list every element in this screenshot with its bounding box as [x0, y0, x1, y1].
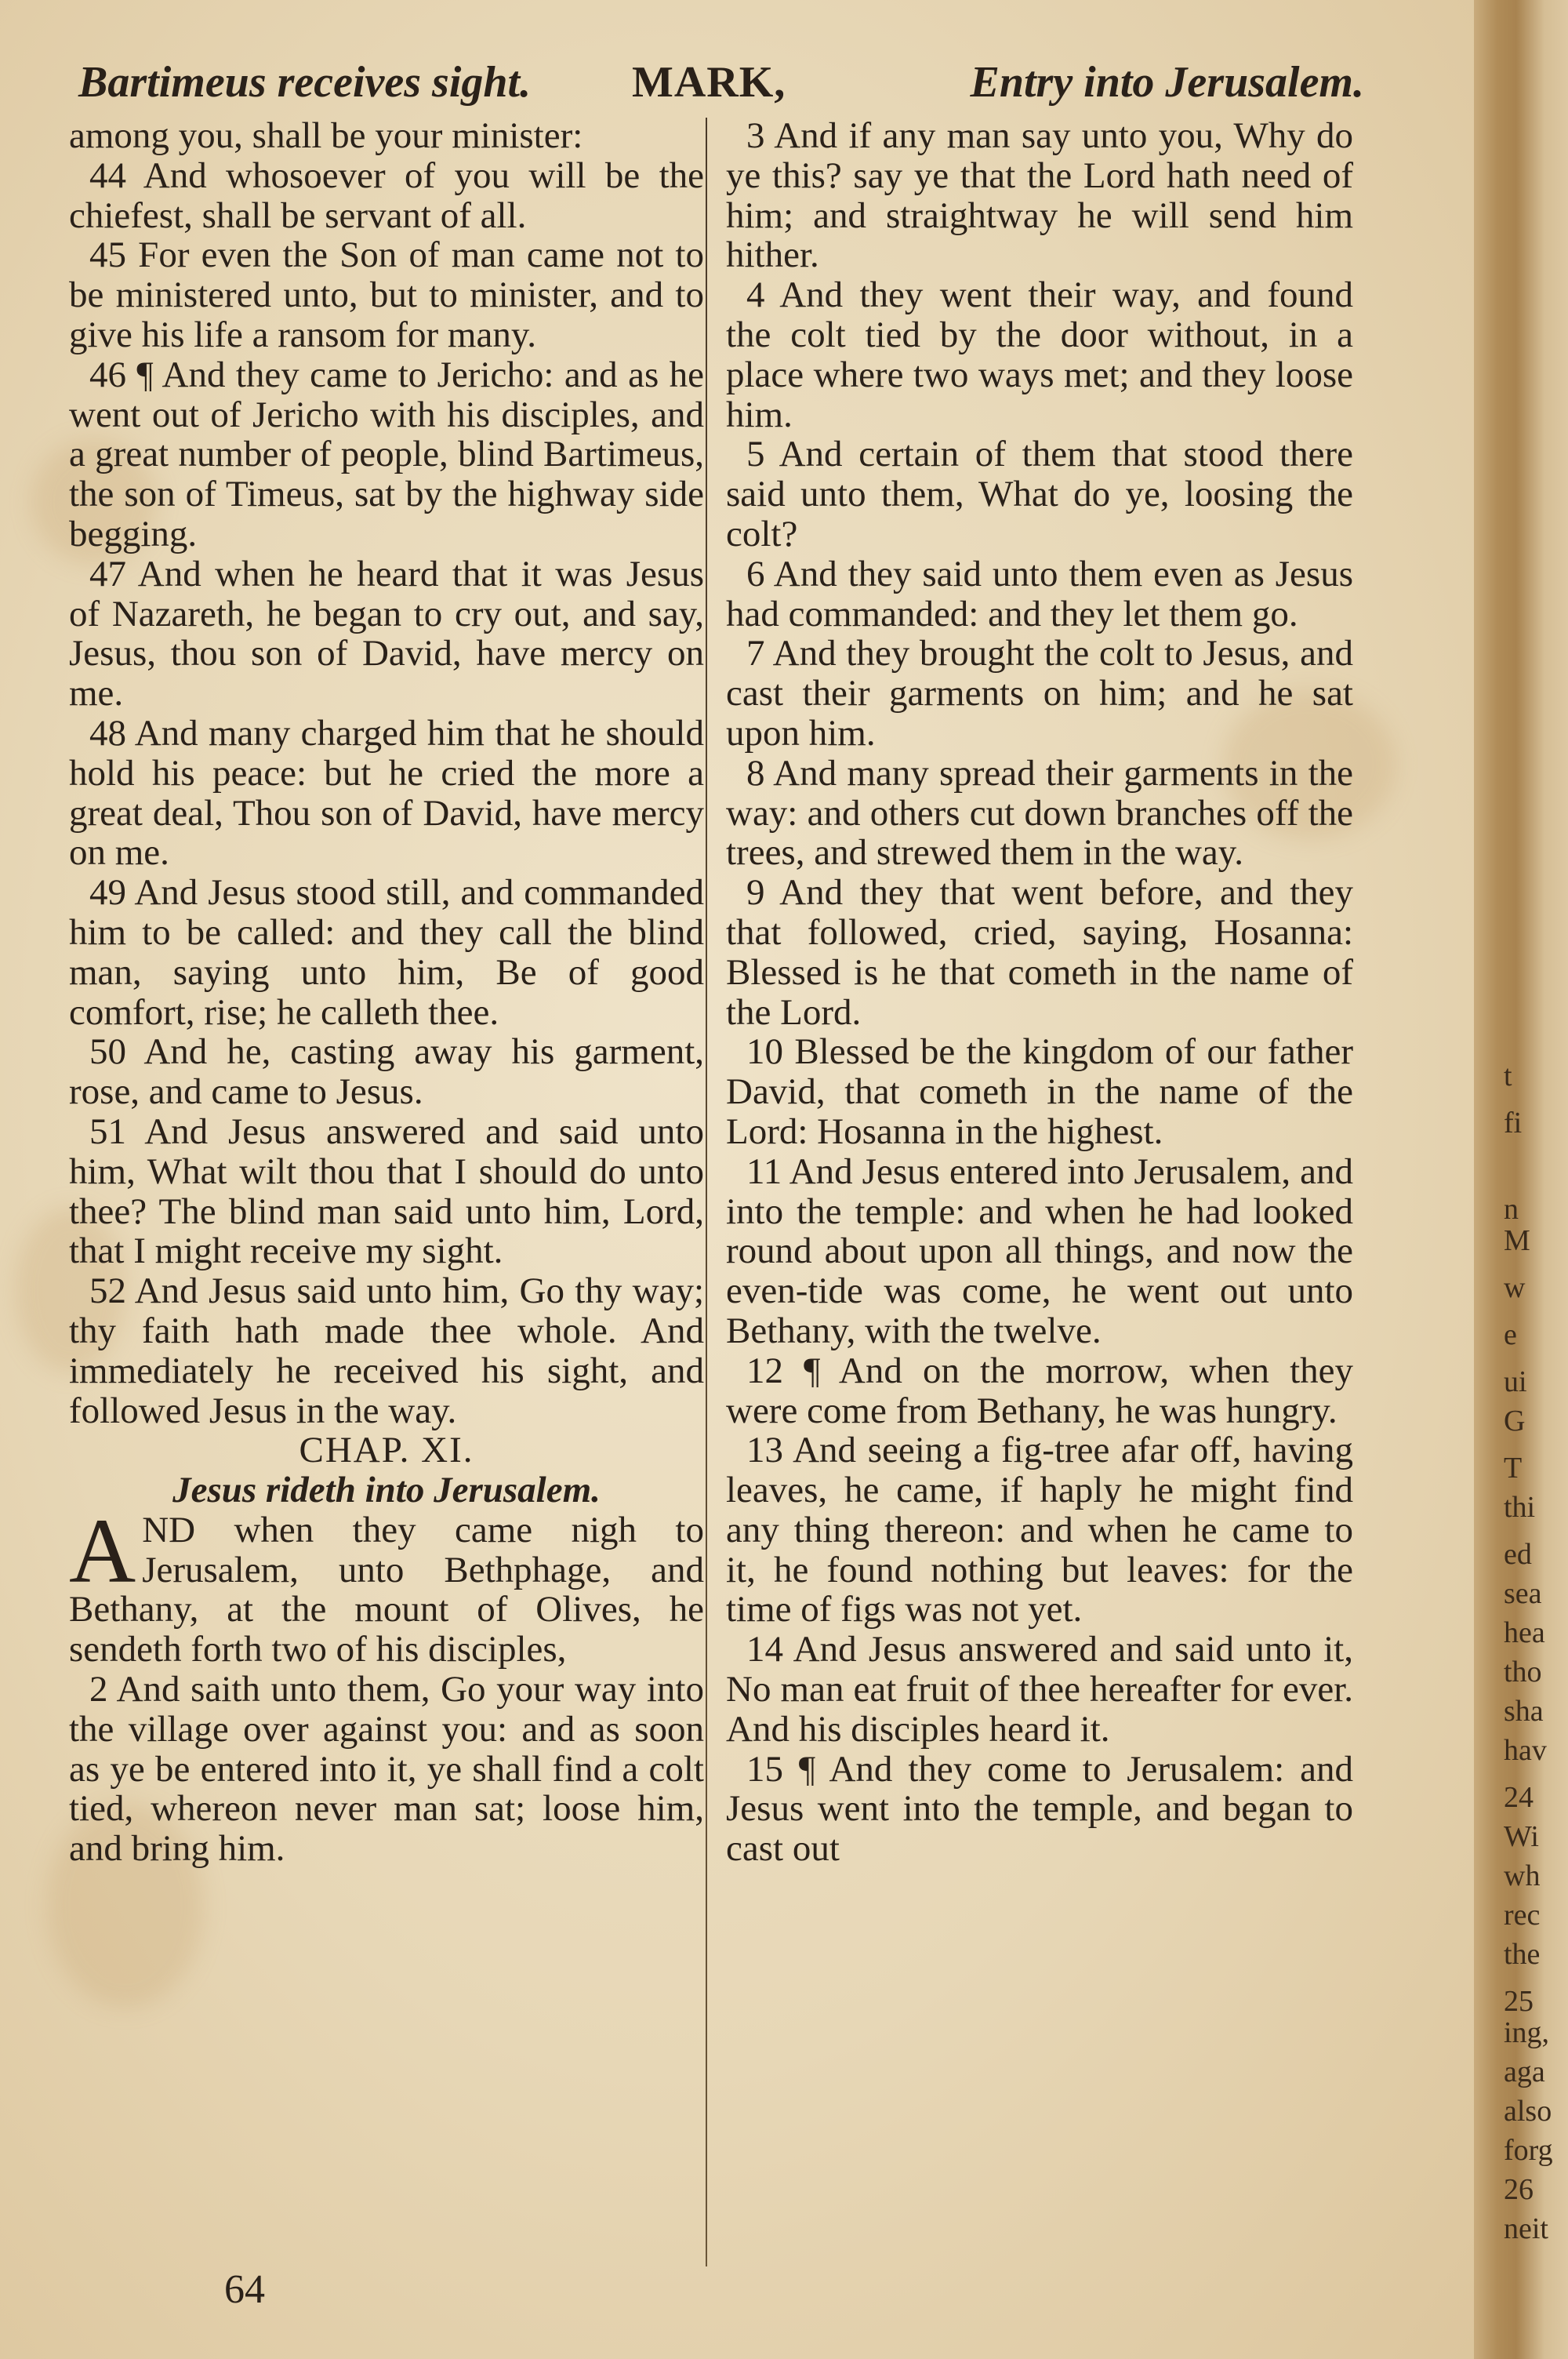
drop-cap: A — [69, 1499, 136, 1602]
header-left: Bartimeus receives sight. — [78, 58, 532, 107]
verse-text: 12 ¶ And on the morrow, when they were come from Bethany, he was hungry. — [726, 1350, 1353, 1431]
verse-text: 15 ¶ And they come to Jerusalem: and Jesus went into the temple, and began to cast out — [726, 1748, 1353, 1870]
next-page-fragment: 25 — [1504, 1985, 1534, 2018]
running-header — [78, 56, 1364, 108]
verse-text: 48 And many charged him that he should hold his peace: but he cried the more a great deal, Thou son of David, have mercy on me. — [69, 712, 704, 874]
chapter-title: CHAP. XI. — [299, 1430, 474, 1471]
verse-text: 10 Blessed be the kingdom of our father David, that cometh in the name of the Lord: Hosanna in the highest. — [726, 1031, 1353, 1152]
header-book-name: MARK, — [632, 58, 786, 107]
next-page-fragment: neit — [1504, 2212, 1548, 2245]
next-page-fragment: tho — [1504, 1656, 1542, 1688]
next-page-fragment: ing, — [1504, 2016, 1550, 2049]
next-page-fragment: also — [1504, 2095, 1552, 2128]
next-page-fragment: T — [1504, 1452, 1523, 1485]
verse-text: 4 And they went their way, and found the colt tied by the door without, in a place where two ways met; and they loose him. — [726, 274, 1353, 435]
next-page-fragment: Wi — [1504, 1820, 1539, 1853]
next-page-fragment: e — [1504, 1318, 1517, 1351]
page-number: 64 — [224, 2267, 265, 2312]
opening-text: ND when they came nigh to Jerusalem, unto Bethphage, and Bethany, at the mount of Olives, he sendeth forth two of his disciples, — [69, 1509, 704, 1670]
next-page-fragment: thi — [1504, 1491, 1536, 1524]
verse-text: 2 And saith unto them, Go your way into the village over against you: and as soon as ye be entered into it, ye shall find a colt tied, whereon never man sat; loose him, and bring him. — [69, 1669, 704, 1870]
verse-text: among you, shall be your minister: — [69, 115, 583, 156]
next-page-fragment: forg — [1504, 2134, 1553, 2167]
verse-text: 8 And many spread their garments in the way: and others cut down branches off the trees, and strewed them in the way. — [726, 752, 1353, 874]
verse-text: 52 And Jesus said unto him, Go thy way; thy faith hath made thee whole. And immediately he received his sight, and followed Jesus in the way. — [69, 1270, 704, 1431]
verse-text: 49 And Jesus stood still, and commanded him to be called: and they call the blind man, saying unto him, Be of good comfort, rise; he calleth thee. — [69, 872, 704, 1033]
next-page-fragment: fi — [1504, 1107, 1523, 1140]
verse-text: 47 And when he heard that it was Jesus of Nazareth, he began to cry out, and say, Jesus, thou son of David, have mercy on me. — [69, 553, 704, 714]
chapter-summary: Jesus rideth into Jerusalem. — [172, 1470, 601, 1511]
next-page-fragment: the — [1504, 1938, 1541, 1971]
next-page-fragment: M — [1504, 1224, 1530, 1257]
verse-text: 50 And he, casting away his garment, rose, and came to Jesus. — [69, 1031, 704, 1113]
verse-text: 46 ¶ And they came to Jericho: and as he went out of Jericho with his disciples, and a great number of people, blind Bartimeus, the son of Timeus, sat by the highway side begging. — [69, 354, 704, 554]
verse-text: 44 And whosoever of you will be the chiefest, shall be servant of all. — [69, 154, 704, 236]
next-page-fragment: n — [1504, 1193, 1519, 1226]
column-divider — [706, 118, 707, 2266]
next-page-fragment: sea — [1504, 1577, 1542, 1610]
next-page-fragment: ui — [1504, 1365, 1527, 1398]
verse-text: 3 And if any man say unto you, Why do ye this? say ye that the Lord hath need of him; and straightway he will send him hither. — [726, 115, 1353, 276]
next-page-fragment: 24 — [1504, 1781, 1534, 1814]
next-page-fragment: 26 — [1504, 2173, 1534, 2206]
next-page-fragment: t — [1504, 1060, 1512, 1092]
verse-text: 45 For even the Son of man came not to be ministered unto, but to minister, and to give his life a ransom for many. — [69, 234, 704, 355]
verse-text: 51 And Jesus answered and said unto him, What wilt thou that I should do unto thee? The blind man said unto him, Lord, that I might receive my sight. — [69, 1110, 704, 1272]
left-column — [69, 116, 704, 1869]
header-right: Entry into Jerusalem. — [970, 58, 1364, 107]
next-page-fragment: ed — [1504, 1538, 1532, 1571]
right-column — [726, 116, 1353, 1869]
verse-text: 13 And seeing a fig-tree afar off, having leaves, he came, if haply he might find any thing thereon: and when he came to it, he found nothing but leaves: for the time of figs was not yet. — [726, 1430, 1353, 1630]
verse-text: 5 And certain of them that stood there said unto them, What do ye, loosing the colt? — [726, 434, 1353, 554]
verse-text: 7 And they brought the colt to Jesus, and cast their garments on him; and he sat upon him. — [726, 633, 1353, 754]
next-page-fragment: hea — [1504, 1616, 1545, 1649]
next-page-fragment: hav — [1504, 1734, 1547, 1767]
next-page-fragment: wh — [1504, 1859, 1541, 1892]
next-page-fragment: G — [1504, 1405, 1526, 1438]
next-page-edge — [1497, 0, 1568, 2359]
next-page-fragment: w — [1504, 1271, 1526, 1304]
chapter-opening-verse — [69, 1499, 704, 1670]
next-page-fragment: aga — [1504, 2055, 1545, 2088]
verse-text: 9 And they that went before, and they that followed, cried, saying, Hosanna: Blessed is he that cometh in the name of the Lord. — [726, 872, 1353, 1033]
next-page-fragment: rec — [1504, 1899, 1541, 1932]
verse-text: 6 And they said unto them even as Jesus had commanded: and they let them go. — [726, 553, 1353, 634]
verse-text: 11 And Jesus entered into Jerusalem, and into the temple: and when he had looked round about upon all things, and now the even-tide was come, he went out unto Bethany, with the twelve. — [726, 1150, 1353, 1351]
verse-text: 14 And Jesus answered and said unto it, No man eat fruit of thee hereafter for ever. And his disciples heard it. — [726, 1629, 1353, 1750]
next-page-fragment: sha — [1504, 1695, 1544, 1728]
